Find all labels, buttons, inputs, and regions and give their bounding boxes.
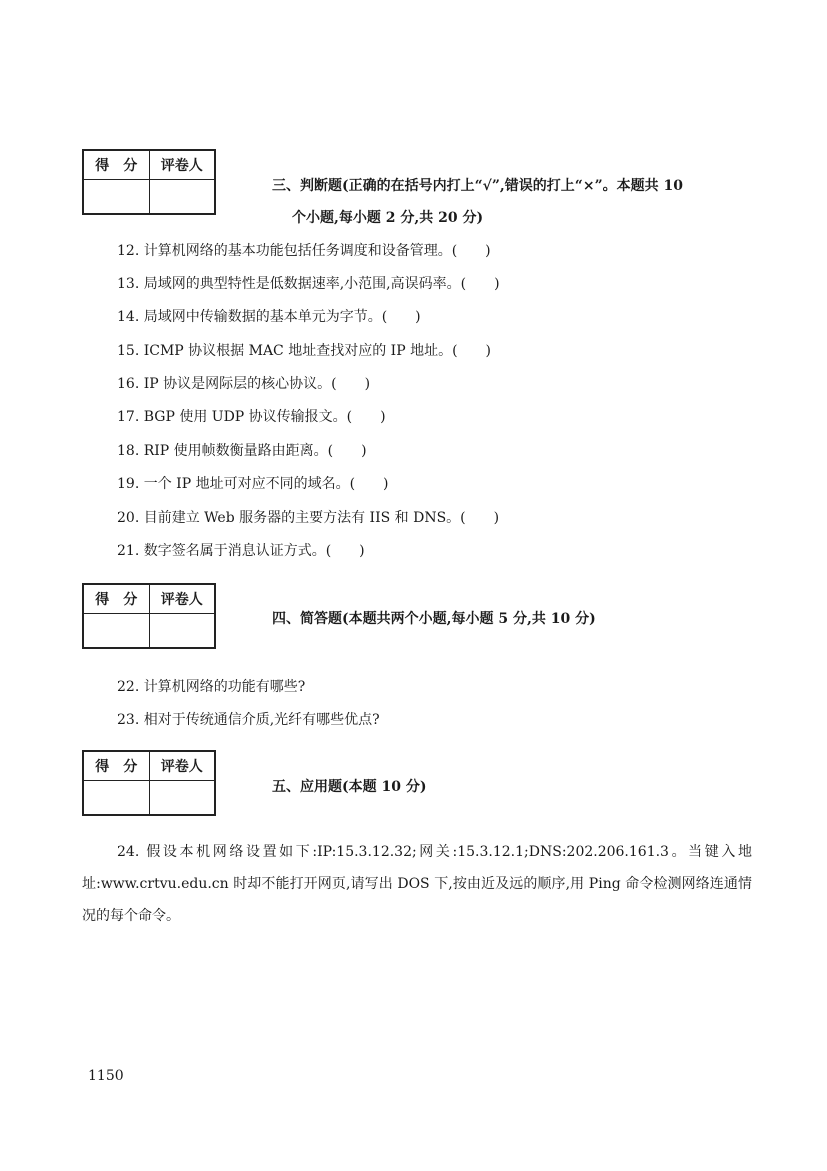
question-23: 23. 相对于传统通信介质,光纤有哪些优点? [117, 712, 380, 728]
question-22: 22. 计算机网络的功能有哪些? [117, 679, 306, 695]
question-16: 16. IP 协议是网际层的核心协议。( ) [117, 376, 371, 392]
question-21: 21. 数字签名属于消息认证方式。( ) [117, 543, 365, 559]
score-cell[interactable] [84, 614, 149, 648]
question-20: 20. 目前建立 Web 服务器的主要方法有 IIS 和 DNS。( ) [117, 510, 500, 526]
question-24: 24. 假设本机网络设置如下:IP:15.3.12.32;网关:15.3.12.1;DNS:202.206.161.3。当键入地址:www.crtvu.edu.cn 时却不能打开网页,请写出 DOS 下,按由近及远的顺序,用 Ping 命令检测网络连通情况的每个命令。 [82, 844, 752, 924]
grader-cell[interactable] [149, 180, 214, 214]
score-box-section5 [82, 750, 216, 816]
score-label: 得 分 [84, 752, 149, 781]
score-box-section4 [82, 583, 216, 649]
grader-label: 评卷人 [149, 585, 214, 614]
question-15: 15. ICMP 协议根据 MAC 地址查找对应的 IP 地址。( ) [117, 343, 491, 359]
score-label: 得 分 [84, 151, 149, 180]
section3-heading-line2: 个小题,每小题 2 分,共 20 分) [292, 210, 484, 226]
question-13: 13. 局域网的典型特性是低数据速率,小范围,高误码率。( ) [117, 276, 500, 292]
grader-cell[interactable] [149, 614, 214, 648]
page-number: 1150 [88, 1068, 124, 1084]
score-cell[interactable] [84, 180, 149, 214]
question-12: 12. 计算机网络的基本功能包括任务调度和设备管理。( ) [117, 243, 491, 259]
score-label: 得 分 [84, 585, 149, 614]
question-14: 14. 局域网中传输数据的基本单元为字节。( ) [117, 309, 421, 325]
grader-label: 评卷人 [149, 752, 214, 781]
section3-heading-line1: 三、判断题(正确的在括号内打上“√”,错误的打上“×”。本题共 10 [272, 178, 683, 194]
section4-heading: 四、简答题(本题共两个小题,每小题 5 分,共 10 分) [272, 611, 596, 627]
question-18: 18. RIP 使用帧数衡量路由距离。( ) [117, 443, 367, 459]
grader-cell[interactable] [149, 781, 214, 815]
question-17: 17. BGP 使用 UDP 协议传输报文。( ) [117, 409, 386, 425]
score-box-section3 [82, 149, 216, 215]
score-cell[interactable] [84, 781, 149, 815]
section5-heading: 五、应用题(本题 10 分) [272, 779, 427, 795]
question-19: 19. 一个 IP 地址可对应不同的域名。( ) [117, 476, 389, 492]
grader-label: 评卷人 [149, 151, 214, 180]
